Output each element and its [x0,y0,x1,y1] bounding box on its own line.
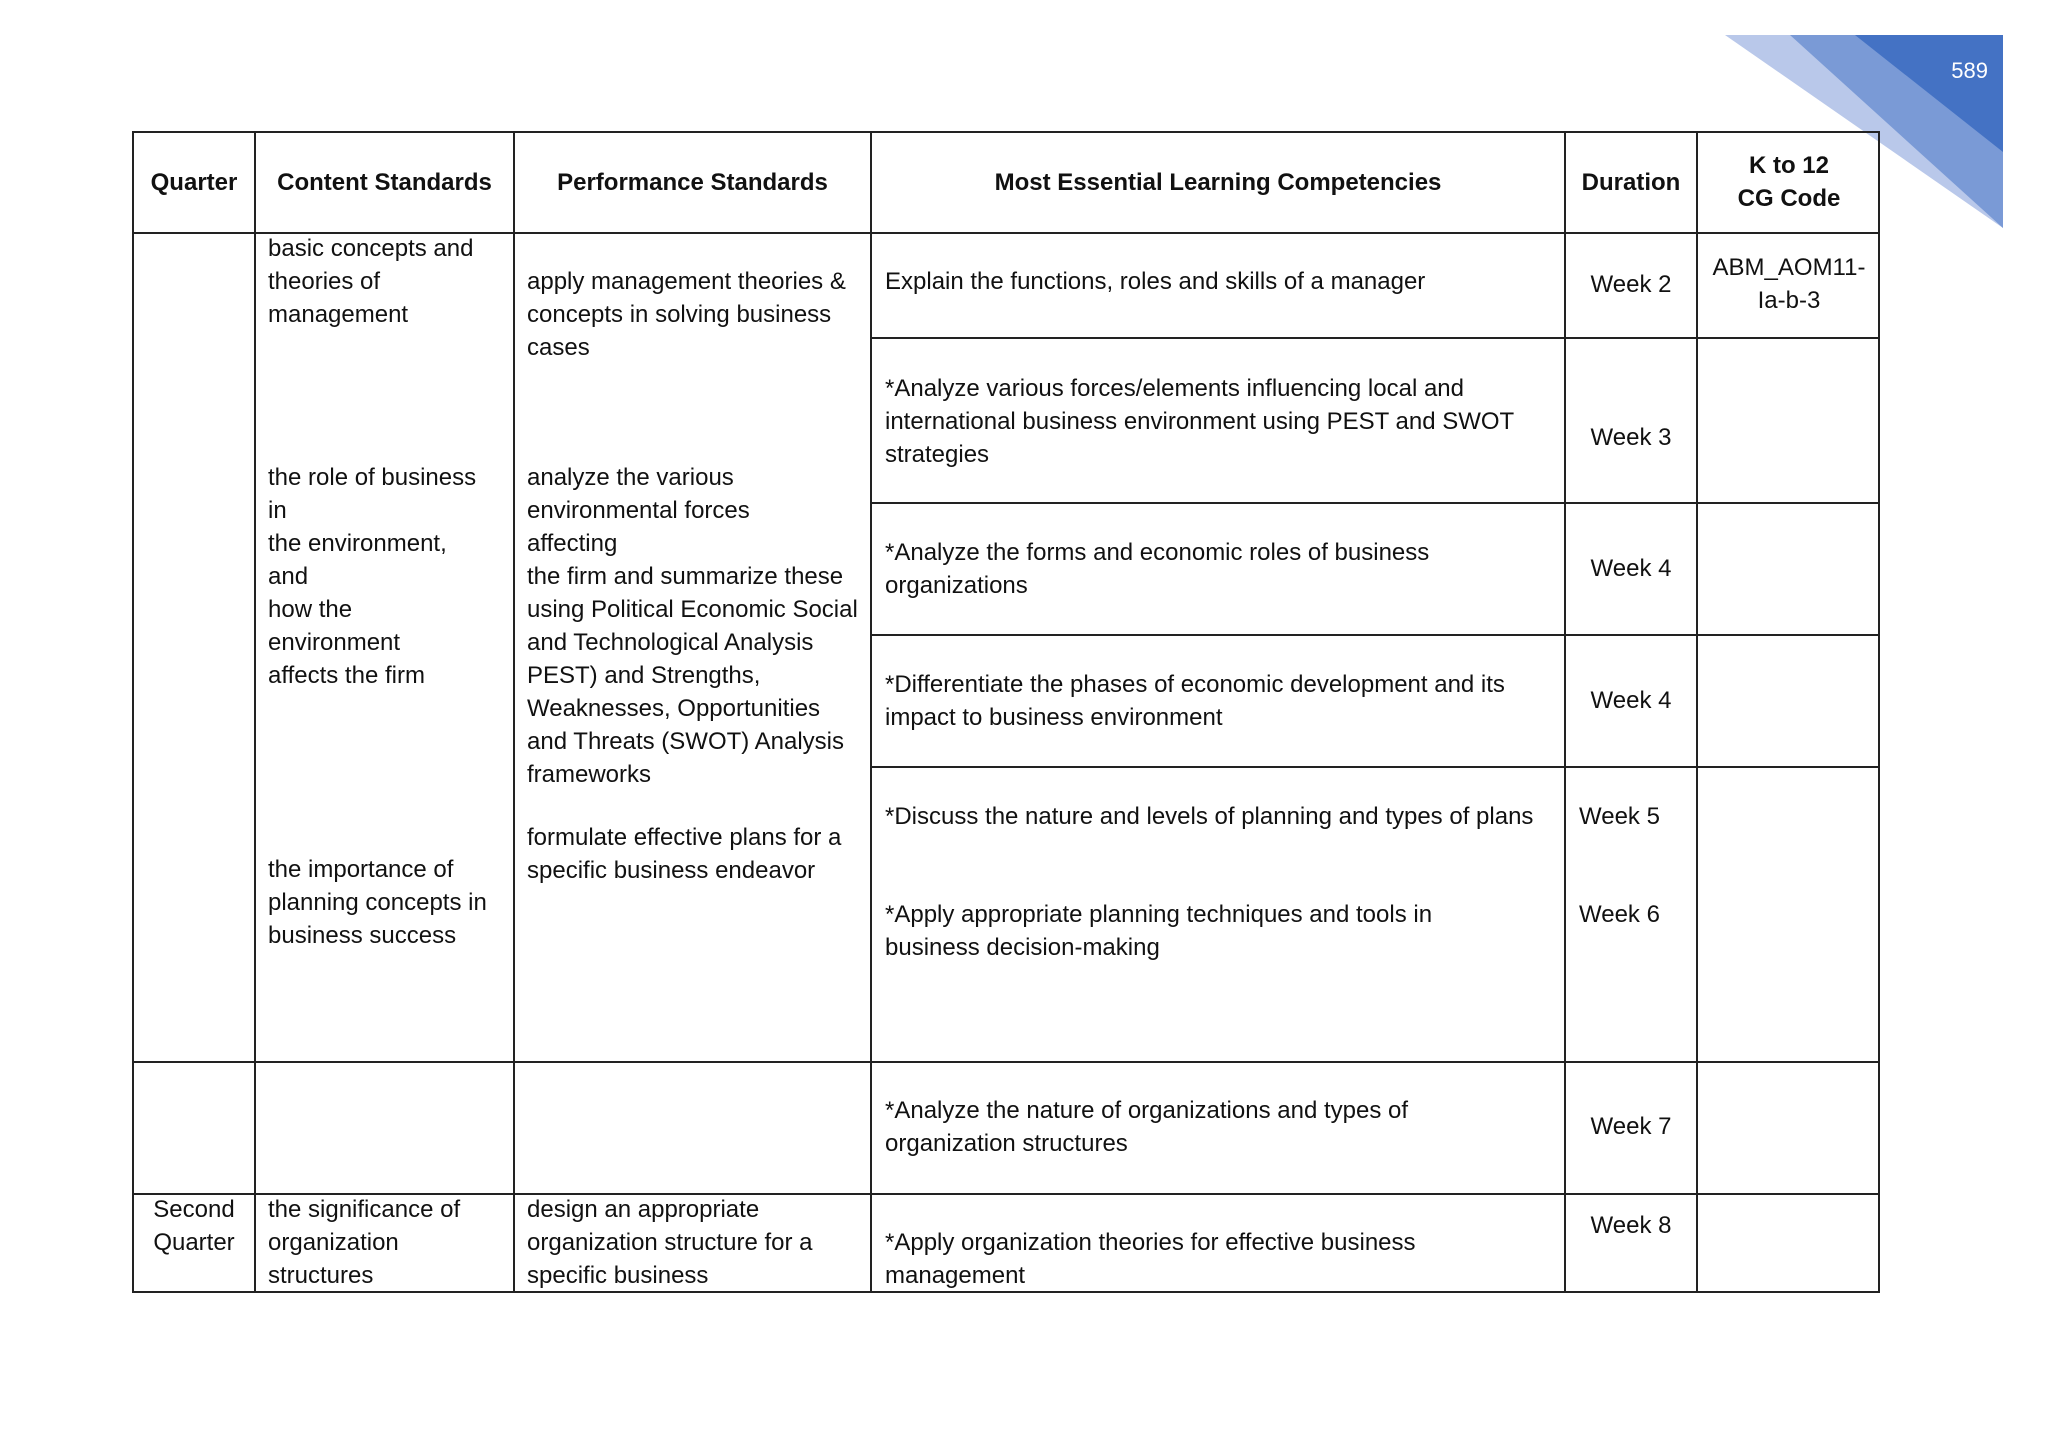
duration-cell: Week 6 [1579,901,1660,928]
col-divider [513,133,515,1293]
header-quarter: Quarter [150,169,238,196]
competency-row: Explain the functions, roles and skills of a manager [885,268,1426,295]
curriculum-table [132,131,1880,1293]
col-divider [870,133,872,1293]
row-divider [870,502,1880,504]
performance-standard-environment: analyze the various environmental forces affecting the firm and summarize these using Political Economic Social and Technological Analysis PEST) and Strengths, Weaknesses, Opportunities and Threats (SWOT) Analysis frameworks [527,464,858,788]
content-standard-management: basic concepts and theories of management [268,235,474,328]
duration-cell: Week 4 [1590,687,1672,714]
row-divider [870,766,1880,768]
duration-cell: Week 7 [1590,1113,1672,1140]
header-performance-standards: Performance Standards [557,169,828,196]
competency-row: *Apply organization theories for effective business management [885,1229,1416,1289]
header-cg-code: K to 12 CG Code [1737,152,1841,212]
page-number: 589 [1951,58,1988,83]
duration-cell: Week 5 [1579,803,1660,830]
performance-standard-planning: formulate effective plans for a specific business endeavor [527,824,842,884]
duration-cell: Week 4 [1590,555,1672,582]
second-quarter-content-standard: the significance of organization structures [268,1196,461,1289]
content-standard-planning: the importance of planning concepts in business success [268,856,487,949]
second-quarter-label: Second Quarter [153,1196,235,1256]
duration-cell: Week 8 [1590,1212,1672,1239]
header-content-standards: Content Standards [277,169,492,196]
header-duration: Duration [1581,169,1681,196]
competency-row: *Analyze the nature of organizations and types of organization structures [885,1097,1409,1157]
competency-row: *Analyze the forms and economic roles of business organizations [885,539,1430,599]
competency-row: *Differentiate the phases of economic development and its impact to business environment [885,671,1505,731]
row-divider [870,337,1880,339]
row-divider [870,634,1880,636]
competency-row: *Analyze various forces/elements influencing local and international business environment using PEST and SWOT strategies [885,375,1515,468]
col-divider [254,133,256,1293]
performance-standard-management: apply management theories & concepts in solving business cases [527,268,846,361]
content-standard-environment: the role of business in the environment, and how the environment affects the firm [268,464,477,689]
competency-row: *Discuss the nature and levels of planning and types of plans [885,803,1534,830]
header-melc: Most Essential Learning Competencies [994,169,1442,196]
cg-code-cell: ABM_AOM11- Ia-b-3 [1712,254,1866,314]
row-divider [134,1061,1880,1063]
second-quarter-performance-standard: design an appropriate organization structure for a specific business [527,1196,813,1289]
competency-row: *Apply appropriate planning techniques and tools in business decision-making [885,901,1433,961]
duration-cell: Week 2 [1590,271,1672,298]
duration-cell: Week 3 [1590,424,1672,451]
